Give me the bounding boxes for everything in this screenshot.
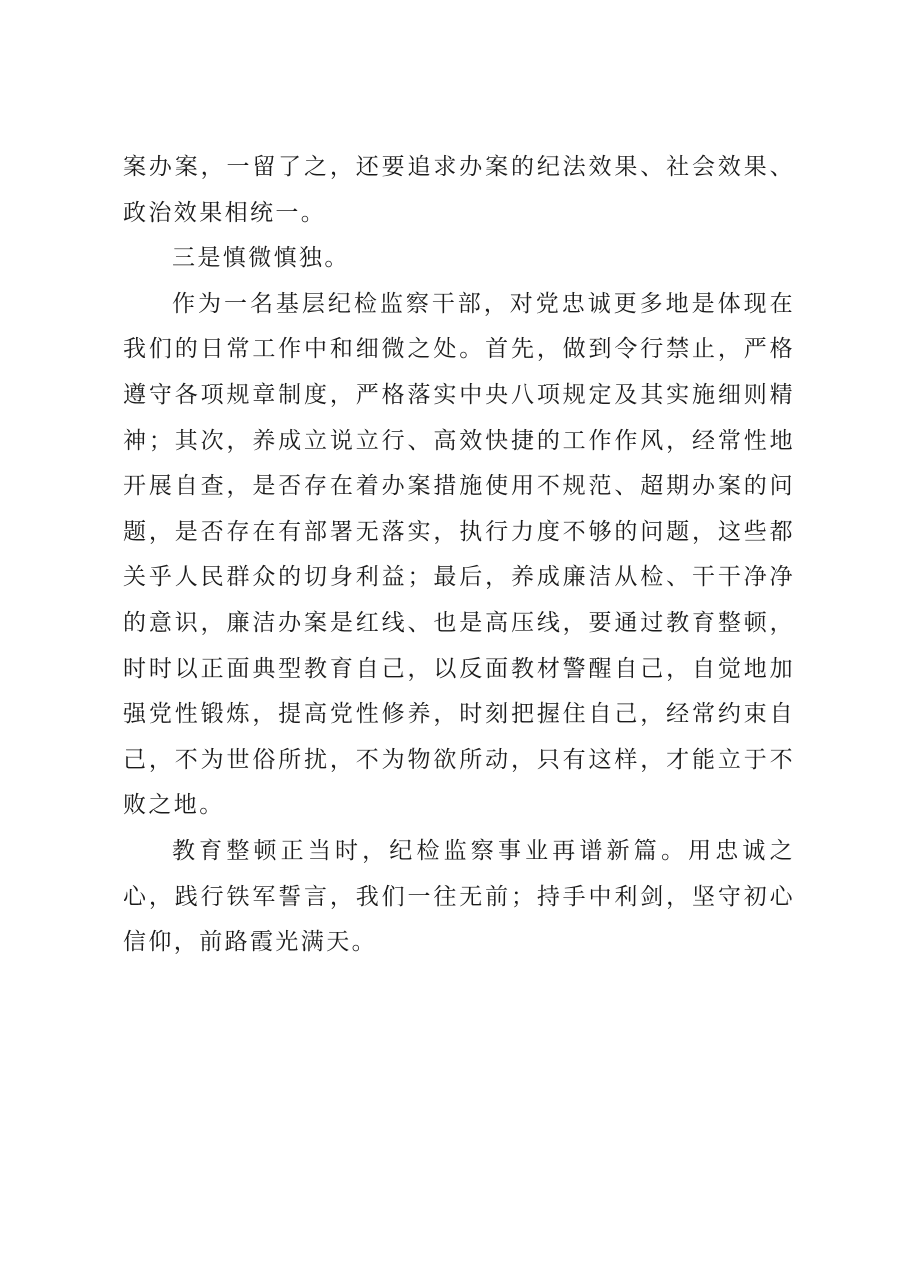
document-body bbox=[123, 145, 795, 966]
paragraph-body: 作为一名基层纪检监察干部，对党忠诚更多地是体现在我们的日常工作中和细微之处。首先，做到令行禁止，严格遵守各项规章制度，严格落实中央八项规定及其实施细则精神；其次，养成立说立行、高效快捷的工作作风，经常性地开展自查，是否存在着办案措施使用不规范、超期办案的问题，是否存在有部署无落实，执行力度不够的问题，这些都关乎人民群众的切身利益；最后，养成廉洁从检、干干净净的意识，廉洁办案是红线、也是高压线，要通过教育整顿，时时以正面典型教育自己，以反面教材警醒自己，自觉地加强党性锻炼，提高党性修养，时刻把握住自己，经常约束自己，不为世俗所扰，不为物欲所动，只有这样，才能立于不败之地。 bbox=[123, 290, 795, 819]
paragraph-closing: 教育整顿正当时，纪检监察事业再谱新篇。用忠诚之心，践行铁军誓言，我们一往无前；持手中利剑，坚守初心信仰，前路霞光满天。 bbox=[123, 837, 795, 956]
section-heading: 三是慎微慎独。 bbox=[172, 245, 350, 272]
paragraph-continuation: 案办案，一留了之，还要追求办案的纪法效果、社会效果、政治效果相统一。 bbox=[123, 154, 795, 226]
